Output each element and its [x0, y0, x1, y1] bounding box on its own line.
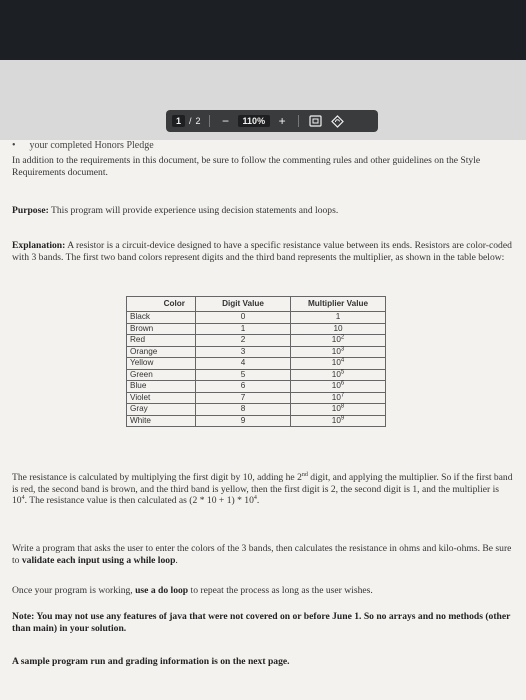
intro-paragraph: In addition to the requirements in this document, be sure to follow the commenting rules and other guidelines on the Style Requirements document. [12, 155, 481, 178]
table-row [127, 369, 386, 381]
sample-text: A sample program run and grading information is on the next page. [12, 656, 290, 667]
digit-cell: 5 [196, 369, 291, 381]
multiplier-cell [291, 312, 386, 324]
explanation-paragraph [12, 240, 514, 263]
color-cell: Brown [127, 323, 196, 335]
note-paragraph [12, 611, 514, 634]
calc-sup-nd: nd [301, 471, 308, 478]
multiplier-base: 10 [331, 381, 341, 390]
color-cell: Yellow [127, 358, 196, 370]
header-multiplier: Multiplier Value [291, 297, 386, 312]
multiplier-base: 10 [331, 404, 341, 413]
multiplier-exponent: 8 [340, 403, 345, 410]
multiplier-cell [291, 404, 386, 416]
calculation-paragraph [12, 472, 514, 507]
do-loop-paragraph [12, 585, 514, 597]
write-text-1: Write a program that asks the user to enter the colors of the 3 bands, then calculates the resistance in ohms and kilo-ohms. Be sure to [12, 543, 512, 566]
calc-text-4: . [256, 495, 260, 506]
cut-off-text: your completed Honors Pledge [29, 140, 154, 151]
multiplier-base: 10 [333, 323, 343, 333]
zoom-out-button[interactable]: − [222, 114, 230, 128]
digit-cell: 1 [196, 323, 291, 335]
table-row [127, 346, 386, 358]
multiplier-cell [291, 381, 386, 393]
color-cell: Gray [127, 404, 196, 416]
multiplier-base: 10 [331, 346, 341, 356]
digit-cell: 9 [196, 415, 291, 427]
write-paragraph [12, 543, 514, 566]
color-cell: Orange [127, 346, 196, 358]
calc-sup-exp: 4 [21, 494, 25, 501]
digit-cell: 4 [196, 358, 291, 370]
table-row [127, 323, 386, 335]
digit-cell: 8 [196, 404, 291, 416]
multiplier-cell [291, 415, 386, 427]
multiplier-base: 10 [331, 392, 341, 402]
total-pages: 2 [195, 116, 201, 126]
multiplier-exponent: 9 [340, 414, 345, 421]
zoom-in-button[interactable]: + [278, 114, 286, 128]
page-separator: / [189, 116, 192, 126]
color-cell: Blue [127, 381, 196, 393]
multiplier-base: 10 [331, 369, 341, 379]
digit-cell: 2 [196, 335, 291, 347]
color-cell: Green [127, 369, 196, 381]
current-page-field[interactable]: 1 [172, 115, 185, 127]
table-row [127, 404, 386, 416]
multiplier-exponent: 6 [340, 380, 345, 387]
table-header-row [127, 297, 386, 312]
multiplier-cell [291, 358, 386, 370]
pdf-toolbar [166, 110, 378, 132]
top-bar [0, 0, 526, 60]
multiplier-exponent: 4 [340, 357, 345, 364]
multiplier-base: 10 [331, 358, 341, 367]
table-row [127, 381, 386, 393]
multiplier-cell [291, 369, 386, 381]
purpose-label: Purpose: [12, 205, 49, 216]
rotate-icon[interactable] [329, 113, 345, 129]
explanation-label: Explanation: [12, 240, 66, 251]
page-indicator [172, 115, 201, 127]
toolbar-divider [298, 115, 299, 127]
color-cell: Violet [127, 392, 196, 404]
digit-cell: 3 [196, 346, 291, 358]
toolbar-divider [209, 115, 210, 127]
once-bold: use a do loop [135, 585, 189, 596]
purpose-paragraph [12, 205, 514, 217]
calc-text-2: digit, and applying the multiplier. So if the first band is red, the second band is brown, and the third band is yellow, then the first digit is 2, the second digit is 1, and the multiplier is 10 [12, 472, 513, 506]
resistor-color-table [126, 296, 386, 427]
write-bold: validate each input using a while loop [21, 554, 176, 566]
table-row [127, 358, 386, 370]
multiplier-exponent: 3 [340, 345, 345, 352]
multiplier-exponent: 2 [340, 334, 345, 341]
calc-text-3: . The resistance value is then calculated as (2 * 10 + 1) * 10 [24, 495, 254, 506]
digit-cell: 7 [196, 392, 291, 404]
color-cell: Red [127, 335, 196, 347]
explanation-text: A resistor is a circuit-device designed to have a specific resistance value between its ends. Resistors are color-coded with 3 bands. The first two band colors represent digits and the third band represents the multiplier, as shown in the table below: [12, 240, 512, 263]
header-color: Color [127, 297, 196, 312]
multiplier-base: 10 [331, 335, 341, 344]
calc-text-1: The resistance is calculated by multiplying the first digit by 10, adding he 2 [12, 472, 302, 483]
write-text-2: . [175, 554, 178, 566]
color-cell: Black [127, 312, 196, 324]
multiplier-cell [291, 346, 386, 358]
table-row [127, 415, 386, 427]
table-row [127, 392, 386, 404]
multiplier-base: 10 [331, 415, 341, 425]
color-cell: White [127, 415, 196, 427]
table-row [127, 335, 386, 347]
multiplier-exponent: 7 [340, 391, 345, 398]
note-text: Note: You may not use any features of java that were not covered on or before June 1. So no arrays and no methods (other than main) in your solution. [12, 611, 511, 634]
cut-off-line [12, 140, 154, 151]
zoom-level[interactable]: 110% [238, 115, 271, 127]
multiplier-exponent: 5 [340, 368, 345, 375]
sample-paragraph [12, 656, 514, 668]
bullet-icon: • [12, 140, 16, 151]
digit-cell: 6 [196, 381, 291, 393]
multiplier-cell [291, 335, 386, 347]
header-digit: Digit Value [196, 297, 291, 312]
digit-cell: 0 [196, 312, 291, 324]
once-text-2: to repeat the process as long as the user wishes. [188, 585, 373, 596]
fit-page-icon[interactable] [307, 113, 323, 129]
once-text-1: Once your program is working, [12, 585, 136, 596]
document-page [0, 140, 526, 700]
purpose-text: This program will provide experience using decision statements and loops. [48, 205, 339, 216]
multiplier-cell [291, 392, 386, 404]
table-row [127, 312, 386, 324]
calc-sup-exp2: 4 [253, 494, 257, 501]
multiplier-base: 1 [335, 312, 341, 321]
multiplier-cell [291, 323, 386, 335]
